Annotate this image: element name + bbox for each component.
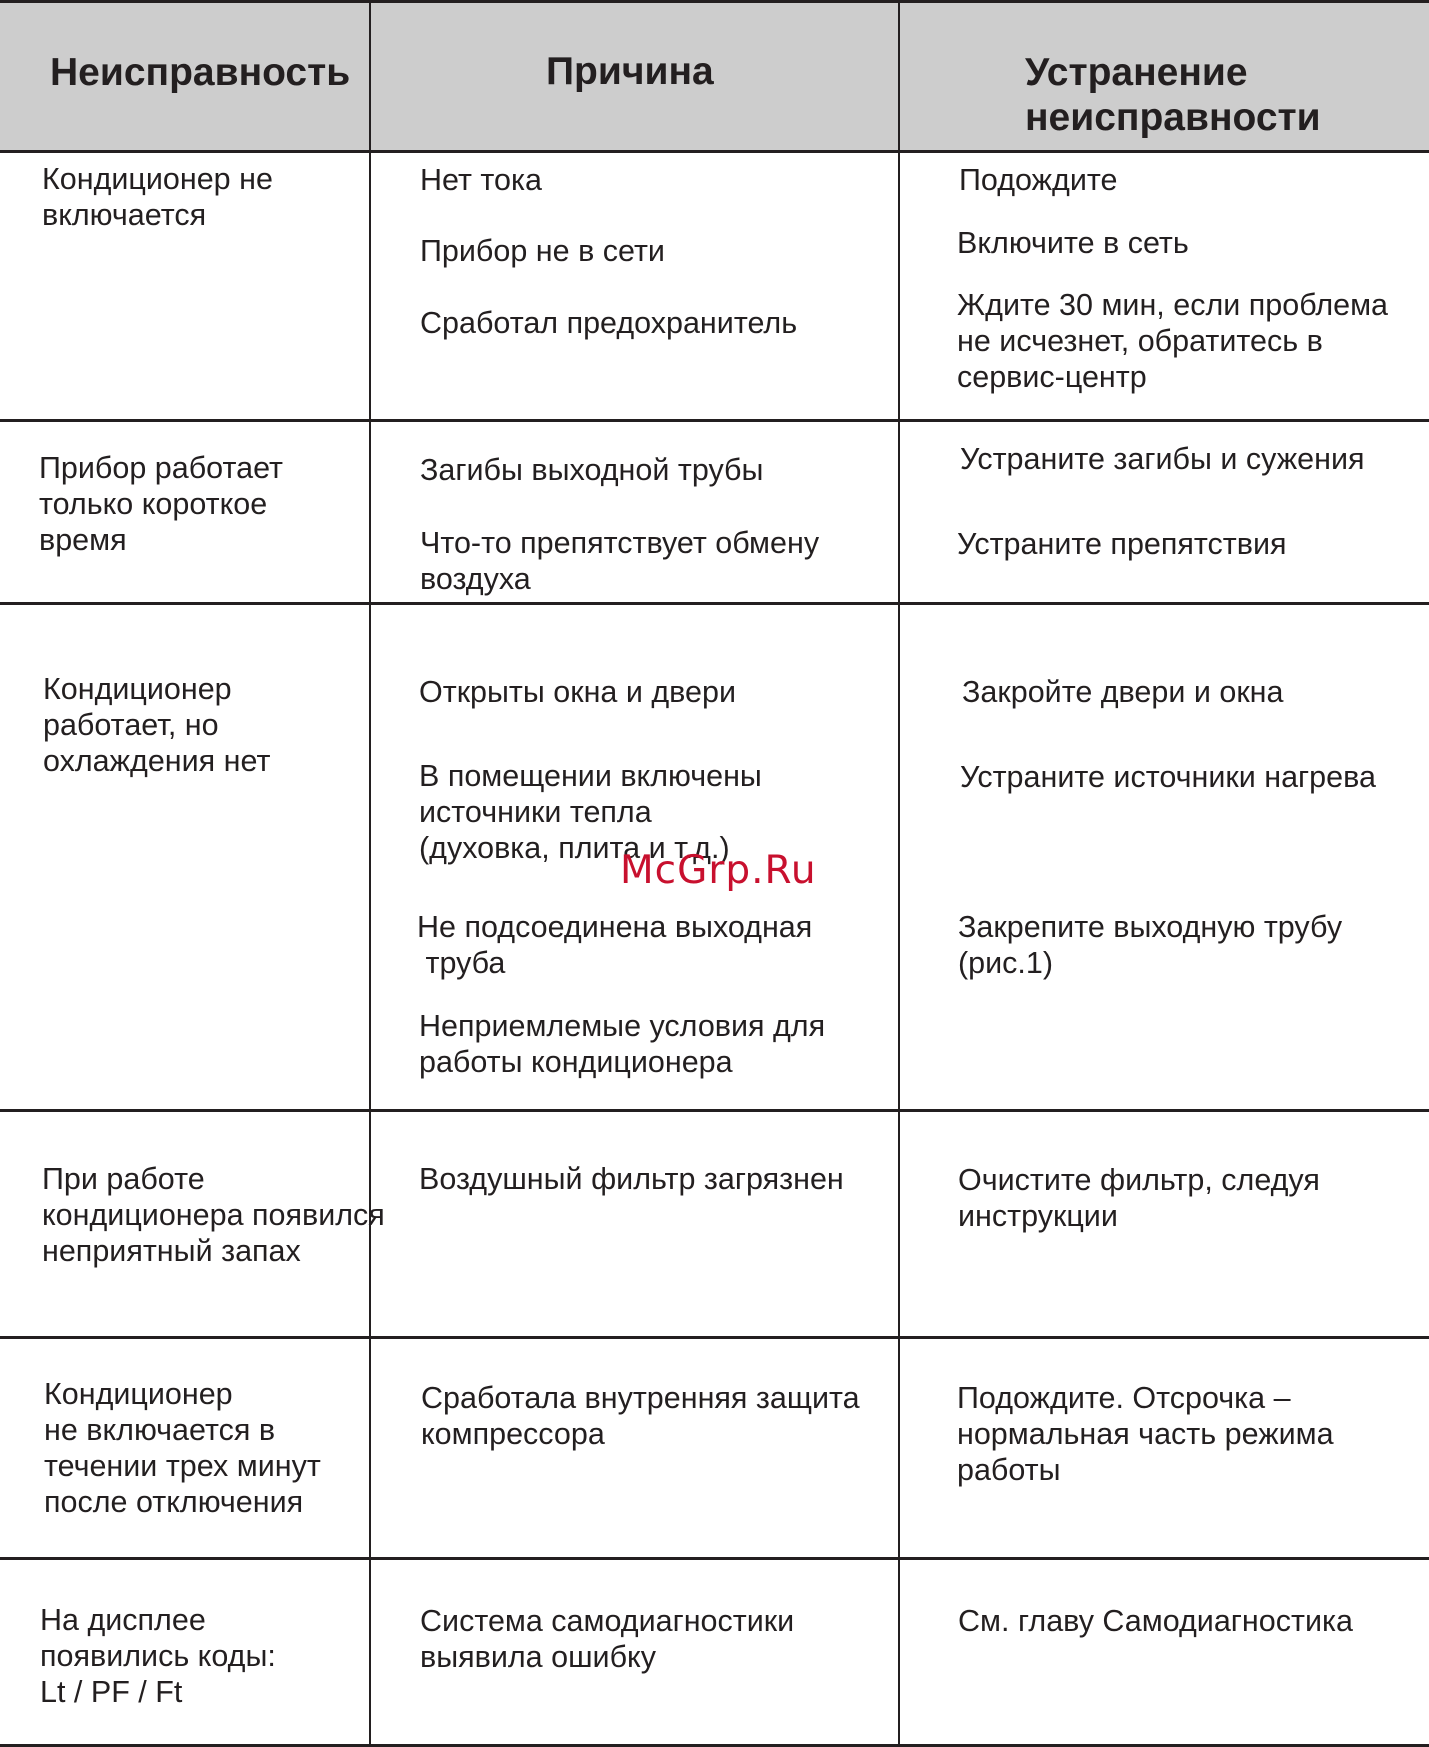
problem-text: охлаждения нет — [43, 744, 271, 778]
fix-text: Устраните препятствия — [957, 527, 1287, 561]
row-divider — [0, 419, 1429, 422]
fix-text: Устраните источники нагрева — [960, 760, 1376, 794]
problem-text: включается — [42, 198, 207, 232]
cause-text: В помещении включены — [419, 759, 762, 793]
cause-text: Нет тока — [420, 163, 542, 197]
fix-text: (рис.1) — [958, 946, 1053, 980]
cause-text: выявила ошибку — [420, 1640, 656, 1674]
problem-text: неприятный запах — [42, 1234, 301, 1268]
column-divider — [898, 0, 900, 1747]
header-fix-line1: Устранение — [1025, 51, 1248, 94]
fix-text: Закрепите выходную трубу — [958, 910, 1343, 944]
problem-text: Кондиционер не — [42, 162, 273, 196]
fix-text: нормальная часть режима — [957, 1417, 1334, 1451]
row-divider — [0, 602, 1429, 605]
problem-text: не включается в — [44, 1413, 276, 1447]
fix-text: Очистите фильтр, следуя — [958, 1163, 1320, 1197]
fix-text: Подождите — [959, 163, 1118, 197]
problem-text: кондиционера появился — [42, 1198, 385, 1232]
cause-text: (духовка, плита и т.д.) — [419, 831, 730, 865]
fix-text: Включите в сеть — [957, 226, 1189, 260]
problem-text: Кондиционер — [44, 1377, 233, 1411]
cause-text: Сработал предохранитель — [420, 306, 798, 340]
fix-text: Ждите 30 мин, если проблема — [957, 288, 1389, 322]
row-divider — [0, 1557, 1429, 1560]
header-fix-line2: неисправности — [1025, 96, 1321, 139]
watermark: McGrp.Ru — [620, 848, 817, 893]
cause-text: Сработала внутренняя защита — [421, 1381, 860, 1415]
problem-text: только короткое — [39, 487, 268, 521]
cause-text: Воздушный фильтр загрязнен — [419, 1162, 844, 1196]
problem-text: На дисплее — [40, 1603, 206, 1637]
cause-text: труба — [417, 946, 506, 980]
problem-text: после отключения — [44, 1485, 304, 1519]
problem-text: время — [39, 523, 127, 557]
fix-text: работы — [957, 1453, 1061, 1487]
problem-text: При работе — [42, 1162, 205, 1196]
cause-text: Загибы выходной трубы — [420, 453, 764, 487]
cause-text: Не подсоединена выходная — [417, 910, 813, 944]
column-divider — [369, 0, 371, 1747]
fix-text: сервис-центр — [957, 360, 1147, 394]
header-problem: Неисправность — [50, 51, 351, 94]
header-cause: Причина — [546, 50, 714, 93]
fix-text: инструкции — [958, 1199, 1118, 1233]
cause-text: Неприемлемые условия для — [419, 1009, 826, 1043]
problem-text: работает, но — [43, 708, 219, 742]
fix-text: Закройте двери и окна — [962, 675, 1284, 709]
cause-text: Открыты окна и двери — [419, 675, 737, 709]
fix-text: Устраните загибы и сужения — [960, 442, 1365, 476]
row-divider — [0, 150, 1429, 153]
table-border-top — [0, 0, 1429, 3]
cause-text: воздуха — [420, 562, 531, 596]
cause-text: компрессора — [421, 1417, 605, 1451]
cause-text: Прибор не в сети — [420, 234, 665, 268]
problem-text: Прибор работает — [39, 451, 283, 485]
fix-text: Подождите. Отсрочка – — [957, 1381, 1291, 1415]
problem-text: Lt / PF / Ft — [40, 1675, 183, 1709]
cause-text: Система самодиагностики — [420, 1604, 795, 1638]
row-divider — [0, 1336, 1429, 1339]
cause-text: Что-то препятствует обмену — [420, 526, 820, 560]
fix-text: не исчезнет, обратитесь в — [957, 324, 1323, 358]
problem-text: появились коды: — [40, 1639, 276, 1673]
problem-text: Кондиционер — [43, 672, 232, 706]
cause-text: источники тепла — [419, 795, 652, 829]
fix-text: См. главу Самодиагностика — [958, 1604, 1353, 1638]
cause-text: работы кондиционера — [419, 1045, 733, 1079]
problem-text: течении трех минут — [44, 1449, 321, 1483]
row-divider — [0, 1109, 1429, 1112]
